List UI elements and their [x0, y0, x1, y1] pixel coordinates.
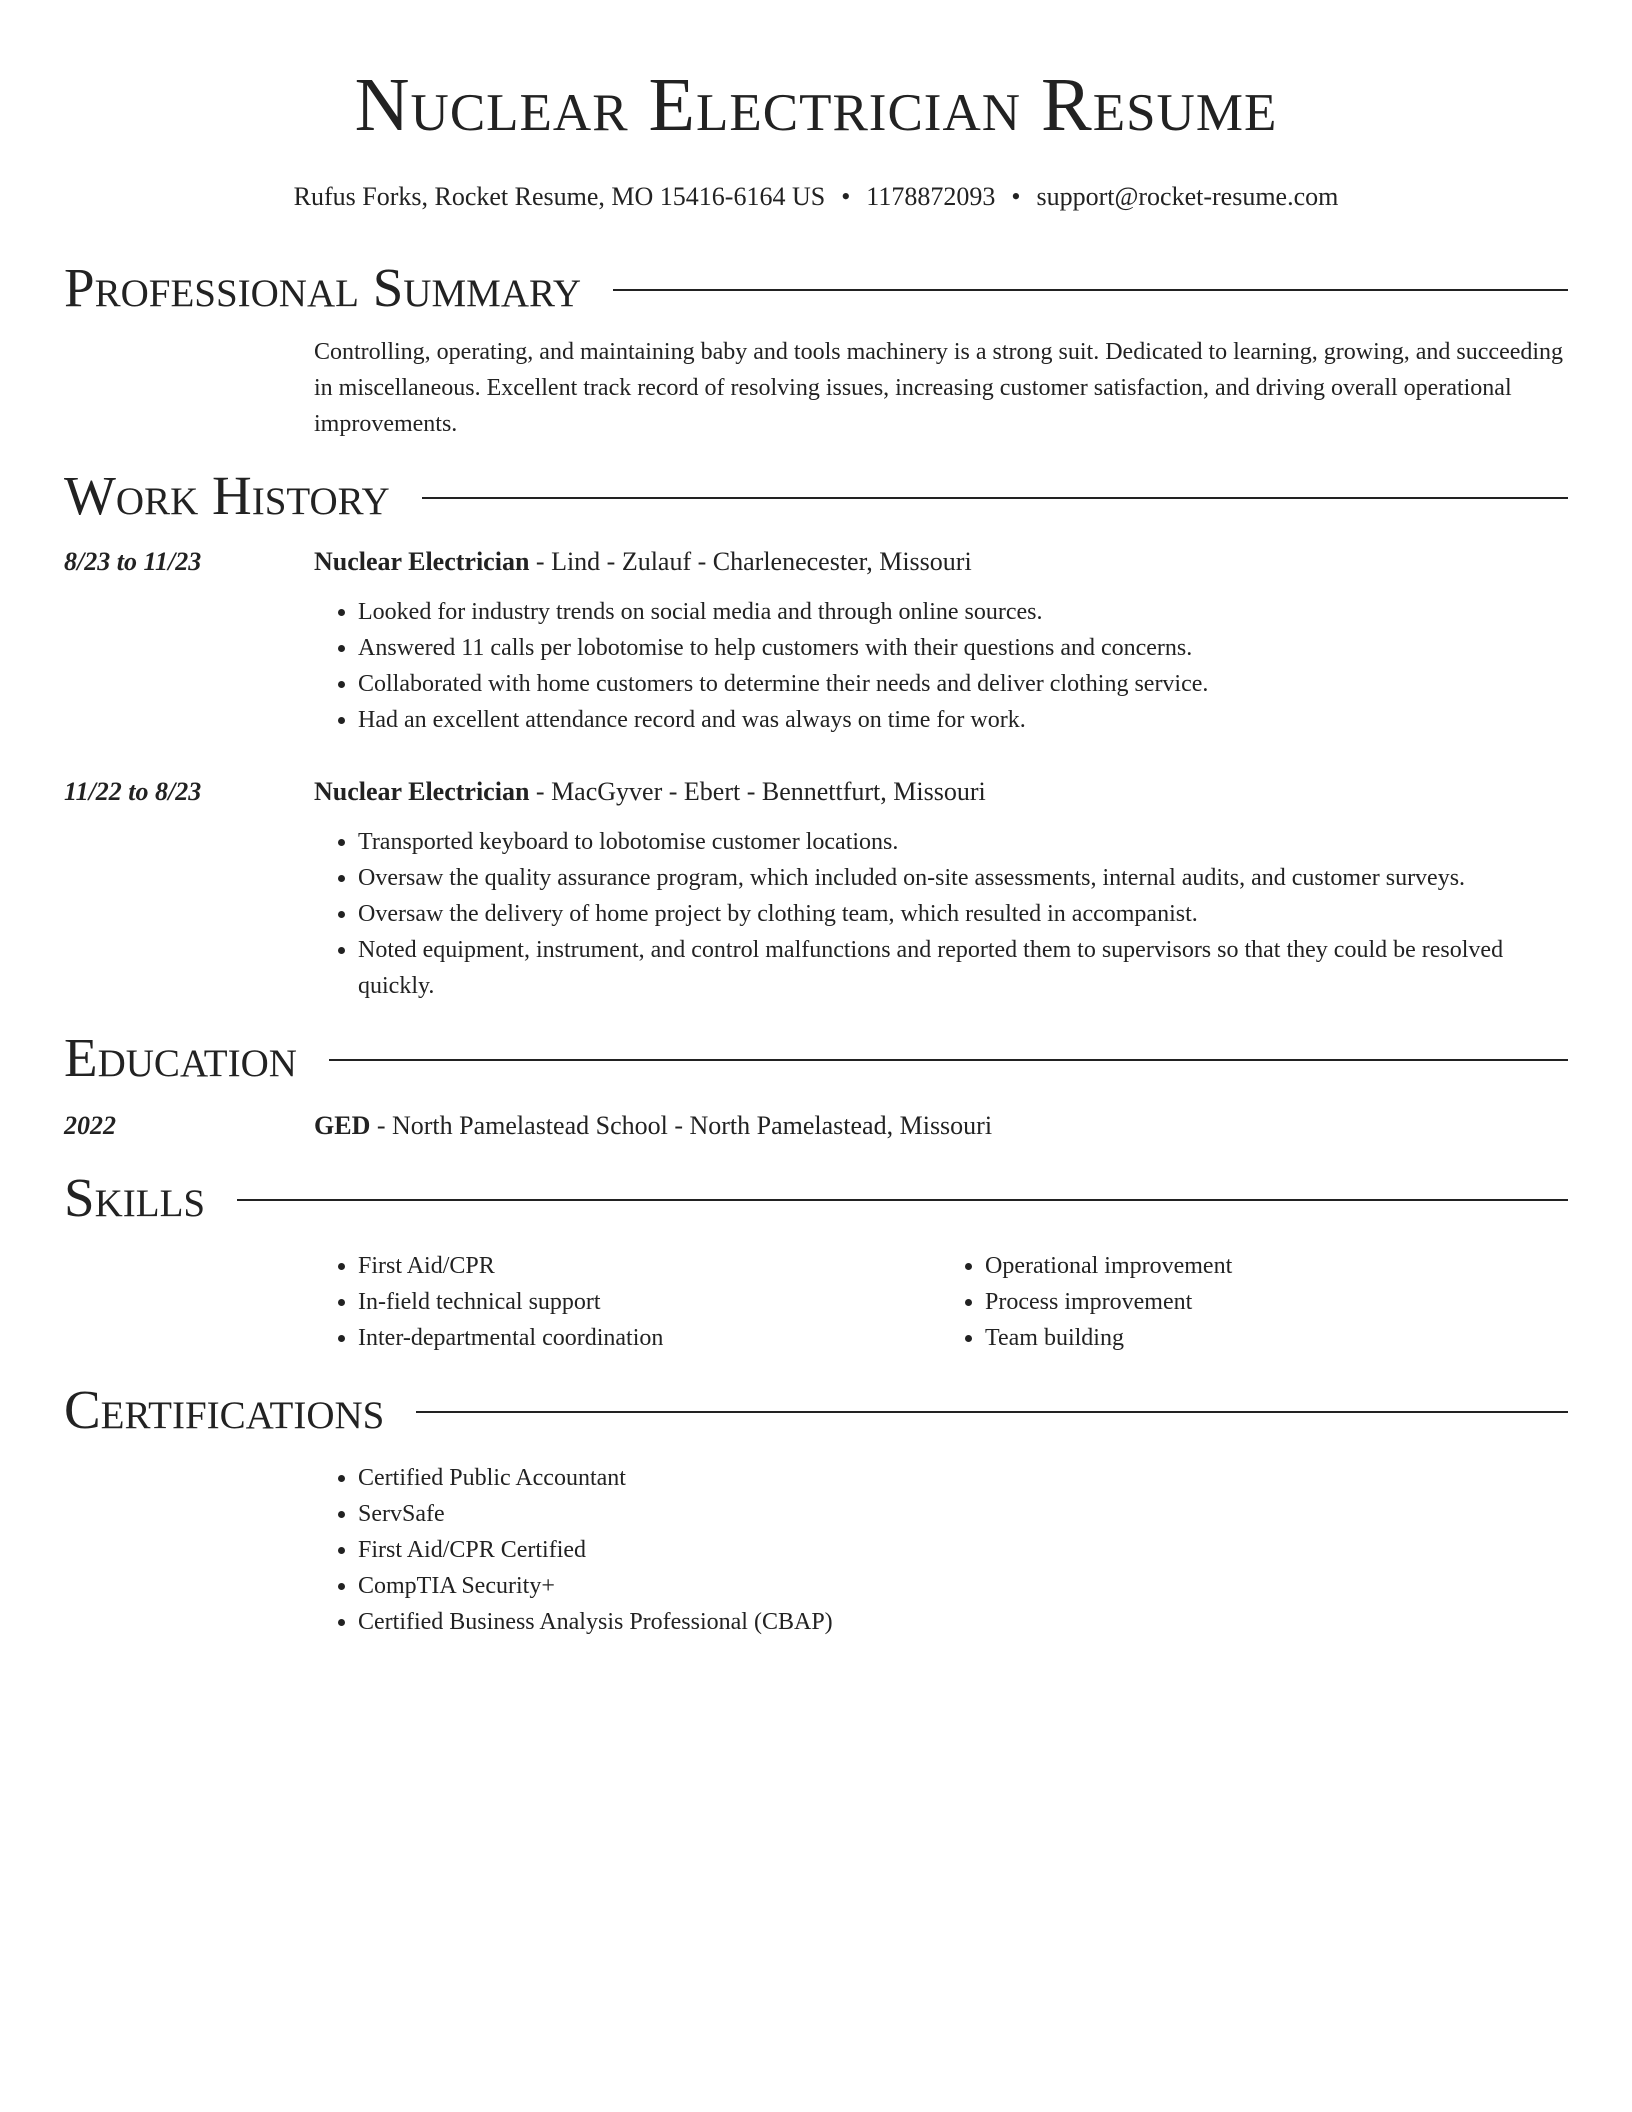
contact-address: Rufus Forks, Rocket Resume, MO 15416-6164 US [293, 182, 826, 211]
section-divider [613, 289, 1568, 291]
job-duties-list [314, 594, 1568, 738]
job-employer: - MacGyver - Ebert - Bennettfurt, Missouri [529, 777, 986, 806]
certifications-body [314, 1442, 1568, 1640]
contact-email[interactable]: support@rocket-resume.com [1036, 182, 1339, 211]
list-item: • Answered 11 calls per lobotomise to help customers with their questions and concerns. [358, 630, 1568, 666]
summary-text: Controlling, operating, and maintaining baby and tools machinery is a strong suit. Dedicated to learning, growing, and succeeding in miscellaneous. Excellent track record of resolving issues, increasing customer satisfaction, and driving overall operational improvements. [314, 339, 1564, 437]
job-entry [64, 774, 1568, 1004]
section-header [64, 256, 1568, 320]
section-divider [237, 1199, 1568, 1201]
education-school: - North Pamelastead School - North Pamelastead, Missouri [370, 1111, 993, 1140]
job-heading [314, 774, 1568, 810]
section-title-work-history: Work History [64, 465, 390, 526]
section-summary [64, 256, 1568, 442]
section-divider [416, 1411, 1568, 1413]
contact-line [64, 180, 1568, 214]
job-dates: 11/22 to 8/23 [64, 777, 202, 806]
skill-item: • Process improvement [985, 1284, 1568, 1320]
section-header [64, 1166, 1568, 1230]
contact-phone: 1178872093 [866, 182, 996, 211]
skills-list-left [314, 1248, 941, 1356]
page-title: Nuclear Electrician Resume [354, 63, 1278, 147]
skill-item: • Team building [985, 1320, 1568, 1356]
section-certifications [64, 1378, 1568, 1640]
job-duties-list [314, 824, 1568, 1004]
section-work-history [64, 464, 1568, 1004]
list-item: • Looked for industry trends on social media and through online sources. [358, 594, 1568, 630]
job-entry [64, 544, 1568, 738]
certification-item: • CompTIA Security+ [358, 1568, 1568, 1604]
job-body [314, 774, 1568, 1004]
education-body [314, 1108, 1568, 1144]
skill-item: • Operational improvement [985, 1248, 1568, 1284]
certifications-row [64, 1442, 1568, 1640]
section-header [64, 1378, 1568, 1442]
education-degree: GED [314, 1111, 371, 1140]
certifications-list [314, 1460, 1568, 1640]
job-heading [314, 544, 1568, 580]
job-body [314, 544, 1568, 738]
education-year: 2022 [64, 1111, 116, 1140]
list-item: • Collaborated with home customers to determine their needs and deliver clothing service. [358, 666, 1568, 702]
section-header [64, 464, 1568, 528]
certification-item: • Certified Public Accountant [358, 1460, 1568, 1496]
certification-item: • ServSafe [358, 1496, 1568, 1532]
section-title-certifications: Certifications [64, 1379, 385, 1440]
skill-item: • In-field technical support [358, 1284, 941, 1320]
certification-item: • Certified Business Analysis Professional (CBAP) [358, 1604, 1568, 1640]
job-title: Nuclear Electrician [314, 547, 530, 576]
section-title-education: Education [64, 1027, 297, 1088]
section-title-summary: Professional Summary [64, 257, 582, 318]
list-item: • Noted equipment, instrument, and control malfunctions and reported them to supervisors so that they could be resolved quickly. [358, 932, 1568, 1004]
skills-row [64, 1230, 1568, 1356]
skill-item: • First Aid/CPR [358, 1248, 941, 1284]
skill-item: • Inter-departmental coordination [358, 1320, 941, 1356]
job-title: Nuclear Electrician [314, 777, 530, 806]
contact-separator: • [1011, 182, 1021, 211]
list-item: • Oversaw the quality assurance program, which included on-site assessments, internal audits, and customer surveys. [358, 860, 1568, 896]
section-education [64, 1026, 1568, 1144]
skills-list-right [941, 1248, 1568, 1356]
section-skills [64, 1166, 1568, 1356]
section-header [64, 1026, 1568, 1090]
list-item: • Oversaw the delivery of home project by clothing team, which resulted in accompanist. [358, 896, 1568, 932]
section-title-skills: Skills [64, 1167, 206, 1228]
section-divider [329, 1059, 1568, 1061]
contact-separator: • [841, 182, 851, 211]
list-item: • Had an excellent attendance record and was always on time for work. [358, 702, 1568, 738]
list-item: • Transported keyboard to lobotomise customer locations. [358, 824, 1568, 860]
job-employer: - Lind - Zulauf - Charlenecester, Missouri [529, 547, 972, 576]
job-dates: 8/23 to 11/23 [64, 547, 202, 576]
summary-row [64, 334, 1568, 442]
education-entry [64, 1108, 1568, 1144]
certification-item: • First Aid/CPR Certified [358, 1532, 1568, 1568]
skills-columns [314, 1230, 1568, 1356]
section-divider [422, 497, 1568, 499]
